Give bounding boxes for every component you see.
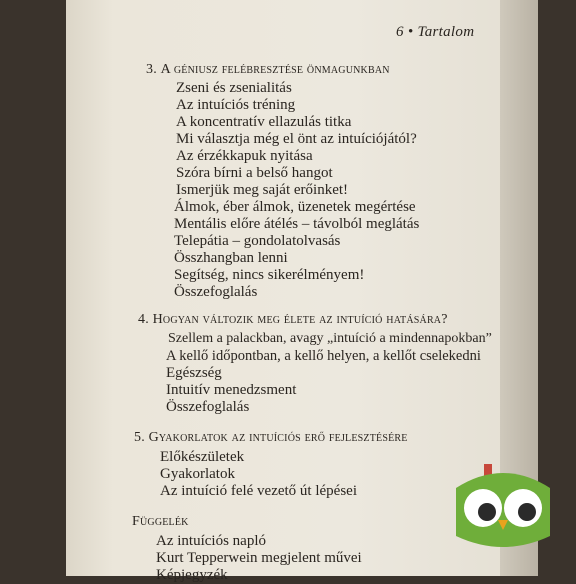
toc-item: Összhangban lenni	[174, 250, 288, 266]
toc-item: Szóra bírni a belső hangot	[176, 165, 333, 181]
section-number: 3.	[146, 62, 157, 77]
toc-item: Telepátia – gondolatolvasás	[174, 233, 341, 249]
owl-badge-icon	[448, 458, 558, 558]
section-title	[132, 514, 189, 530]
section-heading: Hogyan változik meg élete az intuíció hatására?	[152, 312, 448, 327]
toc-item: Egészség	[166, 365, 222, 381]
toc-item: A kellő időpontban, a kellő helyen, a kellőt cselekedni	[166, 348, 481, 364]
running-head: 6 • Tartalom	[396, 24, 475, 40]
toc-item: Gyakorlatok	[160, 466, 235, 482]
toc-item: Kurt Tepperwein megjelent művei	[156, 550, 362, 566]
toc-item: Szellem a palackban, avagy „intuíció a mindennapokban”	[168, 331, 492, 346]
toc-item: Az intuíció felé vezető út lépései	[160, 483, 357, 499]
toc-item: A koncentratív ellazulás titka	[176, 114, 352, 130]
section-number: 5.	[134, 430, 145, 445]
section-number: 4.	[138, 312, 149, 327]
toc-item: Összefoglalás	[174, 284, 258, 300]
toc-item: Az intuíciós napló	[156, 533, 266, 549]
section-heading: Függelék	[132, 514, 189, 529]
section-heading: A géniusz felébresztése önmagunkban	[160, 62, 390, 77]
toc-item: Intuitív menedzsment	[166, 382, 297, 398]
section-heading: Gyakorlatok az intuíciós erő fejlesztésére	[148, 430, 408, 445]
toc-item: Segítség, nincs sikerélményem!	[174, 267, 365, 283]
toc-item: Összefoglalás	[166, 399, 250, 415]
toc-item: Előkészületek	[160, 449, 245, 465]
section-title	[146, 62, 390, 78]
toc-item: Az intuíciós tréning	[176, 97, 296, 113]
section-title	[134, 430, 408, 446]
toc-item: Az érzékkapuk nyitása	[176, 148, 313, 164]
toc-item: Ismerjük meg saját erőinket!	[176, 182, 349, 198]
toc-item: Zseni és zsenialitás	[176, 80, 292, 96]
section-title	[138, 312, 448, 328]
toc-item: Álmok, éber álmok, üzenetek megértése	[174, 199, 416, 215]
toc-item: Képjegyzék	[156, 567, 228, 583]
toc-item: Mi választja még el önt az intuíciójától?	[176, 131, 417, 147]
toc-item: Mentális előre átélés – távolból meglátás	[174, 216, 420, 232]
